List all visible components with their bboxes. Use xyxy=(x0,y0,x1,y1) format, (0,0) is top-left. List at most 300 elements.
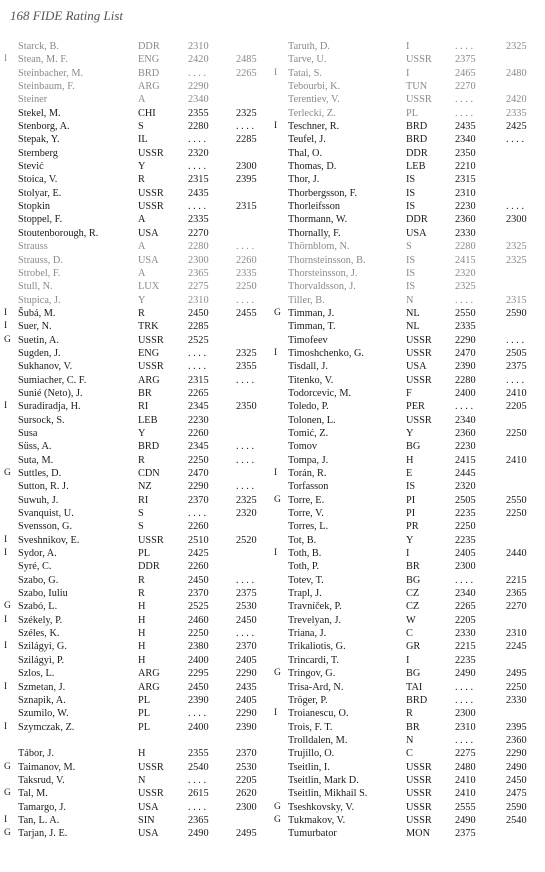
player-title: I xyxy=(4,641,8,652)
table-row xyxy=(274,814,542,827)
rating-2: 2375 xyxy=(506,361,527,373)
player-title: I xyxy=(274,347,278,358)
player-federation: USSR xyxy=(138,334,164,346)
table-row xyxy=(274,360,542,373)
rating-1: . . . . xyxy=(455,681,474,693)
player-federation: RI xyxy=(138,494,149,506)
rating-2: 2325 xyxy=(506,41,527,52)
table-row xyxy=(4,707,272,720)
rating-1: 2615 xyxy=(188,788,209,800)
rating-2: 2290 xyxy=(506,748,527,760)
player-federation: USSR xyxy=(138,788,164,800)
player-federation: E xyxy=(406,468,413,479)
rating-1: 2320 xyxy=(455,267,476,279)
player-name: Tolonen, L. xyxy=(288,414,336,426)
table-row xyxy=(274,614,542,627)
rating-2: 2410 xyxy=(506,387,527,399)
rating-1: 2410 xyxy=(455,788,476,800)
player-title: G xyxy=(4,334,11,345)
table-row xyxy=(4,254,272,267)
player-name: Toledo, P. xyxy=(288,401,329,413)
rating-1: . . . . xyxy=(455,401,474,413)
player-federation: USA xyxy=(138,801,159,813)
section-gap xyxy=(4,734,272,747)
player-federation: Y xyxy=(138,294,146,306)
rating-2: 2410 xyxy=(506,454,527,466)
table-row xyxy=(274,667,542,680)
rating-1: 2480 xyxy=(455,761,476,773)
rating-1: 2360 xyxy=(455,214,476,226)
player-name: Tukmakov, V. xyxy=(288,814,346,826)
player-name: Travníček, P. xyxy=(288,601,342,613)
rating-1: 2320 xyxy=(188,147,209,159)
rating-1: 2330 xyxy=(455,628,476,640)
table-row xyxy=(274,761,542,774)
rating-2: . . . . xyxy=(236,241,255,253)
player-name: Timoshchenko, G. xyxy=(288,347,364,359)
rating-1: 2355 xyxy=(188,107,209,119)
player-federation: USSR xyxy=(406,788,432,800)
player-name: Tiller, B. xyxy=(288,294,325,306)
rating-2: 2250 xyxy=(506,681,527,693)
table-row xyxy=(4,547,272,560)
player-name: Tompa, J. xyxy=(288,454,329,466)
rating-2: 2405 xyxy=(236,694,257,706)
rating-2: 2205 xyxy=(236,774,257,786)
player-federation: I xyxy=(406,548,410,560)
table-row xyxy=(274,40,542,53)
player-name: Thormann, W. xyxy=(288,214,348,226)
player-name: Stull, N. xyxy=(18,281,53,293)
player-name: Trevelyan, J. xyxy=(288,614,342,626)
rating-1: 2250 xyxy=(455,521,476,533)
player-title: I xyxy=(274,708,278,719)
rating-1: 2375 xyxy=(455,54,476,66)
player-name: Svanquist, U. xyxy=(18,508,74,520)
table-row xyxy=(274,414,542,427)
player-federation: ARG xyxy=(138,81,160,93)
table-row xyxy=(4,774,272,787)
rating-1: . . . . xyxy=(188,161,207,173)
rating-2: 2440 xyxy=(506,548,527,560)
rating-2: 2375 xyxy=(236,588,257,600)
rating-2: . . . . xyxy=(236,441,255,453)
rating-2: 2205 xyxy=(506,401,527,413)
player-title: I xyxy=(4,401,8,412)
table-row xyxy=(274,147,542,160)
rating-1: 2290 xyxy=(188,481,209,493)
rating-1: 2230 xyxy=(455,201,476,213)
rating-1: 2370 xyxy=(188,494,209,506)
rating-1: . . . . xyxy=(188,361,207,373)
player-federation: SIN xyxy=(138,814,155,826)
table-row xyxy=(274,67,542,80)
player-name: Thorleifsson xyxy=(288,201,341,213)
rating-1: 2450 xyxy=(188,681,209,693)
table-row xyxy=(4,200,272,213)
player-name: Tebourbi, K. xyxy=(288,81,341,93)
player-name: Strauss xyxy=(18,241,48,253)
rating-2: 2320 xyxy=(236,508,257,520)
rating-1: 2340 xyxy=(455,414,476,426)
player-federation: DDR xyxy=(406,147,428,159)
player-federation: W xyxy=(406,614,416,626)
rating-2: 2245 xyxy=(506,641,527,653)
player-name: Todorcevic, M. xyxy=(288,387,352,399)
rating-2: 2325 xyxy=(506,241,527,253)
rating-2: 2260 xyxy=(236,254,257,266)
rating-2: 2420 xyxy=(506,94,527,106)
rating-1: . . . . xyxy=(188,508,207,520)
player-federation: I xyxy=(406,41,410,52)
table-row xyxy=(274,721,542,734)
player-federation: BR xyxy=(406,561,420,573)
player-name: Tarjan, J. E. xyxy=(18,828,68,840)
player-name: Tot, B. xyxy=(288,534,317,546)
table-row xyxy=(4,40,272,53)
rating-2: 2325 xyxy=(236,494,257,506)
table-row xyxy=(4,160,272,173)
table-row xyxy=(274,600,542,613)
player-federation: IS xyxy=(406,481,416,493)
rating-1: 2460 xyxy=(188,614,209,626)
table-row xyxy=(274,694,542,707)
rating-2: 2455 xyxy=(236,307,257,319)
player-name: Sukhanov, V. xyxy=(18,361,73,373)
rating-1: 2320 xyxy=(455,481,476,493)
player-federation: USA xyxy=(406,361,427,373)
player-name: Thorsteinsson, J. xyxy=(288,267,358,279)
table-row xyxy=(274,347,542,360)
table-row xyxy=(4,147,272,160)
rating-1: 2400 xyxy=(188,721,209,733)
player-title: I xyxy=(4,721,8,732)
table-row xyxy=(274,827,542,840)
player-federation: H xyxy=(406,454,414,466)
player-name: Tringov, G. xyxy=(288,668,336,680)
player-name: Torán, R. xyxy=(288,468,327,479)
rating-1: . . . . xyxy=(188,774,207,786)
player-name: Stean, M. F. xyxy=(18,54,68,66)
player-name: Torre, V. xyxy=(288,508,324,520)
player-title: I xyxy=(4,307,8,318)
table-row xyxy=(274,587,542,600)
player-name: Triana, J. xyxy=(288,628,327,640)
table-row xyxy=(4,267,272,280)
player-name: Tumurbator xyxy=(288,828,337,840)
table-row xyxy=(274,454,542,467)
player-name: Szilágyi, P. xyxy=(18,654,65,666)
player-name: Thomas, D. xyxy=(288,161,337,173)
table-row xyxy=(4,827,272,840)
rating-1: . . . . xyxy=(188,801,207,813)
table-row xyxy=(4,107,272,120)
rating-2: 2530 xyxy=(236,761,257,773)
rating-1: 2470 xyxy=(188,468,209,479)
player-federation: IS xyxy=(406,254,416,266)
rating-1: 2300 xyxy=(455,561,476,573)
table-row xyxy=(274,707,542,720)
player-title: I xyxy=(4,681,8,692)
table-row xyxy=(274,173,542,186)
table-row xyxy=(274,133,542,146)
rating-2: 2550 xyxy=(506,494,527,506)
player-name: Taruth, D. xyxy=(288,41,330,52)
rating-2: 2290 xyxy=(236,708,257,720)
player-federation: R xyxy=(138,454,145,466)
rating-1: 2425 xyxy=(188,548,209,560)
player-name: Šubá, M. xyxy=(18,307,56,319)
player-federation: I xyxy=(406,67,410,79)
rating-1: 2450 xyxy=(188,307,209,319)
player-federation: CHI xyxy=(138,107,156,119)
player-name: Timman, T. xyxy=(288,321,336,333)
player-federation: R xyxy=(406,708,413,720)
player-federation: I xyxy=(406,654,410,666)
player-name: Thornsteinsson, B. xyxy=(288,254,366,266)
rating-1: 2405 xyxy=(455,548,476,560)
rating-2: 2495 xyxy=(506,668,527,680)
player-name: Tamargo, J. xyxy=(18,801,66,813)
rating-2: 2450 xyxy=(506,774,527,786)
player-federation: S xyxy=(138,121,144,133)
table-row xyxy=(4,334,272,347)
table-row xyxy=(4,347,272,360)
rating-2: 2325 xyxy=(236,347,257,359)
player-federation: IS xyxy=(406,174,416,186)
player-federation: Y xyxy=(406,534,414,546)
table-row xyxy=(274,574,542,587)
rating-1: 2355 xyxy=(188,748,209,760)
table-row xyxy=(4,574,272,587)
rating-2: . . . . xyxy=(236,481,255,493)
rating-1: 2550 xyxy=(455,307,476,319)
player-federation: ARG xyxy=(138,668,160,680)
table-row xyxy=(274,240,542,253)
table-row xyxy=(274,787,542,800)
rating-1: 2235 xyxy=(455,534,476,546)
player-federation: USSR xyxy=(406,814,432,826)
rating-1: . . . . xyxy=(455,734,474,746)
player-federation: PI xyxy=(406,494,416,506)
player-federation: R xyxy=(138,307,145,319)
table-row xyxy=(4,520,272,533)
rating-1: 2555 xyxy=(455,801,476,813)
table-row xyxy=(4,507,272,520)
table-row xyxy=(4,494,272,507)
player-federation: ENG xyxy=(138,347,160,359)
table-row xyxy=(4,294,272,307)
rating-2: 2365 xyxy=(506,588,527,600)
rating-2: 2315 xyxy=(236,201,257,213)
player-name: Steiner xyxy=(18,94,48,106)
table-row xyxy=(4,480,272,493)
player-title: I xyxy=(274,548,278,559)
player-federation: MON xyxy=(406,828,431,840)
rating-1: 2260 xyxy=(188,561,209,573)
table-row xyxy=(274,534,542,547)
rating-1: 2415 xyxy=(455,254,476,266)
player-name: Trikaliotis, G. xyxy=(288,641,346,653)
player-title: G xyxy=(4,828,11,839)
player-federation: USSR xyxy=(406,414,432,426)
player-federation: PL xyxy=(138,721,151,733)
player-federation: BRD xyxy=(406,121,428,133)
player-federation: S xyxy=(138,508,144,520)
rating-1: 2390 xyxy=(455,361,476,373)
player-name: Stopkin xyxy=(18,201,51,213)
player-federation: LEB xyxy=(138,414,158,426)
player-title: I xyxy=(4,54,8,65)
player-federation: R xyxy=(138,574,145,586)
player-federation: USA xyxy=(406,227,427,239)
player-federation: USSR xyxy=(406,347,432,359)
player-federation: USSR xyxy=(138,147,164,159)
player-name: Tröger, P. xyxy=(288,694,328,706)
player-federation: N xyxy=(406,294,414,306)
rating-1: 2300 xyxy=(188,254,209,266)
player-federation: PL xyxy=(138,548,151,560)
rating-1: 2490 xyxy=(455,668,476,680)
player-name: Syré, C. xyxy=(18,561,52,573)
table-row xyxy=(274,120,542,133)
rating-1: 2280 xyxy=(188,241,209,253)
rating-1: 2365 xyxy=(188,814,209,826)
table-row xyxy=(274,320,542,333)
table-row xyxy=(274,334,542,347)
rating-2: 2425 xyxy=(506,121,527,133)
rating-2: 2300 xyxy=(236,801,257,813)
player-name: Suta, M. xyxy=(18,454,54,466)
table-row xyxy=(4,787,272,800)
table-row xyxy=(4,187,272,200)
player-federation: ENG xyxy=(138,54,160,66)
table-row xyxy=(274,80,542,93)
table-row xyxy=(4,467,272,480)
player-name: Trisa-Ard, N. xyxy=(288,681,344,693)
table-row xyxy=(274,200,542,213)
rating-1: 2340 xyxy=(188,94,209,106)
rating-2: 2450 xyxy=(236,614,257,626)
player-federation: H xyxy=(138,641,146,653)
rating-2: 2335 xyxy=(506,107,527,119)
player-federation: GR xyxy=(406,641,421,653)
rating-2: 2620 xyxy=(236,788,257,800)
player-name: Szabo, Iuliu xyxy=(18,588,68,600)
rating-1: . . . . xyxy=(188,67,207,79)
player-federation: TAI xyxy=(406,681,423,693)
player-name: Timofeev xyxy=(288,334,328,346)
player-name: Szabo, G. xyxy=(18,574,59,586)
player-name: Terlecki, Z. xyxy=(288,107,336,119)
rating-1: 2415 xyxy=(455,454,476,466)
player-federation: NL xyxy=(406,321,420,333)
player-name: Stević xyxy=(18,161,44,173)
table-row xyxy=(4,360,272,373)
rating-1: 2360 xyxy=(455,427,476,439)
player-name: Széles, K. xyxy=(18,628,60,640)
player-name: Sursock, S. xyxy=(18,414,65,426)
rating-2: 2330 xyxy=(506,694,527,706)
rating-1: 2235 xyxy=(455,508,476,520)
rating-1: 2330 xyxy=(455,227,476,239)
table-row xyxy=(274,640,542,653)
table-row xyxy=(4,667,272,680)
rating-2: 2310 xyxy=(506,628,527,640)
player-name: Suetin, A. xyxy=(18,334,59,346)
rating-1: 2275 xyxy=(455,748,476,760)
player-name: Tábor, J. xyxy=(18,748,54,760)
rating-2: 2250 xyxy=(506,508,527,520)
rating-2: 2355 xyxy=(236,361,257,373)
player-federation: NL xyxy=(406,307,420,319)
player-name: Süss, A. xyxy=(18,441,52,453)
player-federation: A xyxy=(138,241,146,253)
table-row xyxy=(4,387,272,400)
player-federation: PL xyxy=(406,107,419,119)
player-name: Tomić, Z. xyxy=(288,427,329,439)
rating-2: 2335 xyxy=(236,267,257,279)
player-name: Suwuh, J. xyxy=(18,494,59,506)
player-federation: IS xyxy=(406,267,416,279)
player-name: Sutton, R. J. xyxy=(18,481,69,493)
player-name: Sveshnikov, E. xyxy=(18,534,80,546)
rating-1: . . . . xyxy=(455,41,474,52)
player-federation: BR xyxy=(138,387,152,399)
rating-1: 2260 xyxy=(188,521,209,533)
rating-1: 2215 xyxy=(455,641,476,653)
player-federation: Y xyxy=(138,427,146,439)
rating-2: 2390 xyxy=(236,721,257,733)
player-name: Taksrud, V. xyxy=(18,774,65,786)
player-name: Stupica, J. xyxy=(18,294,61,306)
rating-2: 2540 xyxy=(506,814,527,826)
rating-2: 2495 xyxy=(236,828,257,840)
player-title: I xyxy=(4,548,8,559)
rating-1: 2390 xyxy=(188,694,209,706)
rating-1: 2380 xyxy=(188,641,209,653)
table-row xyxy=(274,507,542,520)
player-name: Tseitlin, Mark D. xyxy=(288,774,359,786)
table-row xyxy=(274,187,542,200)
rating-1: 2490 xyxy=(455,814,476,826)
rating-2: 2480 xyxy=(506,67,527,79)
rating-1: 2250 xyxy=(188,628,209,640)
player-title: I xyxy=(4,814,8,825)
player-title: G xyxy=(274,494,281,505)
player-federation: USSR xyxy=(138,761,164,773)
rating-2: 2290 xyxy=(236,668,257,680)
table-row xyxy=(274,227,542,240)
player-federation: LEB xyxy=(406,161,426,173)
table-row xyxy=(4,400,272,413)
player-name: Trapl, J. xyxy=(288,588,322,600)
table-row xyxy=(274,387,542,400)
player-name: Sugden, J. xyxy=(18,347,61,359)
player-federation: C xyxy=(406,748,413,760)
rating-1: 2270 xyxy=(455,81,476,93)
player-federation: R xyxy=(138,174,145,186)
player-title: I xyxy=(4,534,8,545)
player-name: Tisdall, J. xyxy=(288,361,328,373)
player-name: Teschner, R. xyxy=(288,121,340,133)
rating-2: 2370 xyxy=(236,748,257,760)
player-name: Stoutenborough, R. xyxy=(18,227,99,239)
player-name: Stepak, Y. xyxy=(18,134,60,146)
table-row xyxy=(274,801,542,814)
rating-2: 2300 xyxy=(236,161,257,173)
table-row xyxy=(274,107,542,120)
